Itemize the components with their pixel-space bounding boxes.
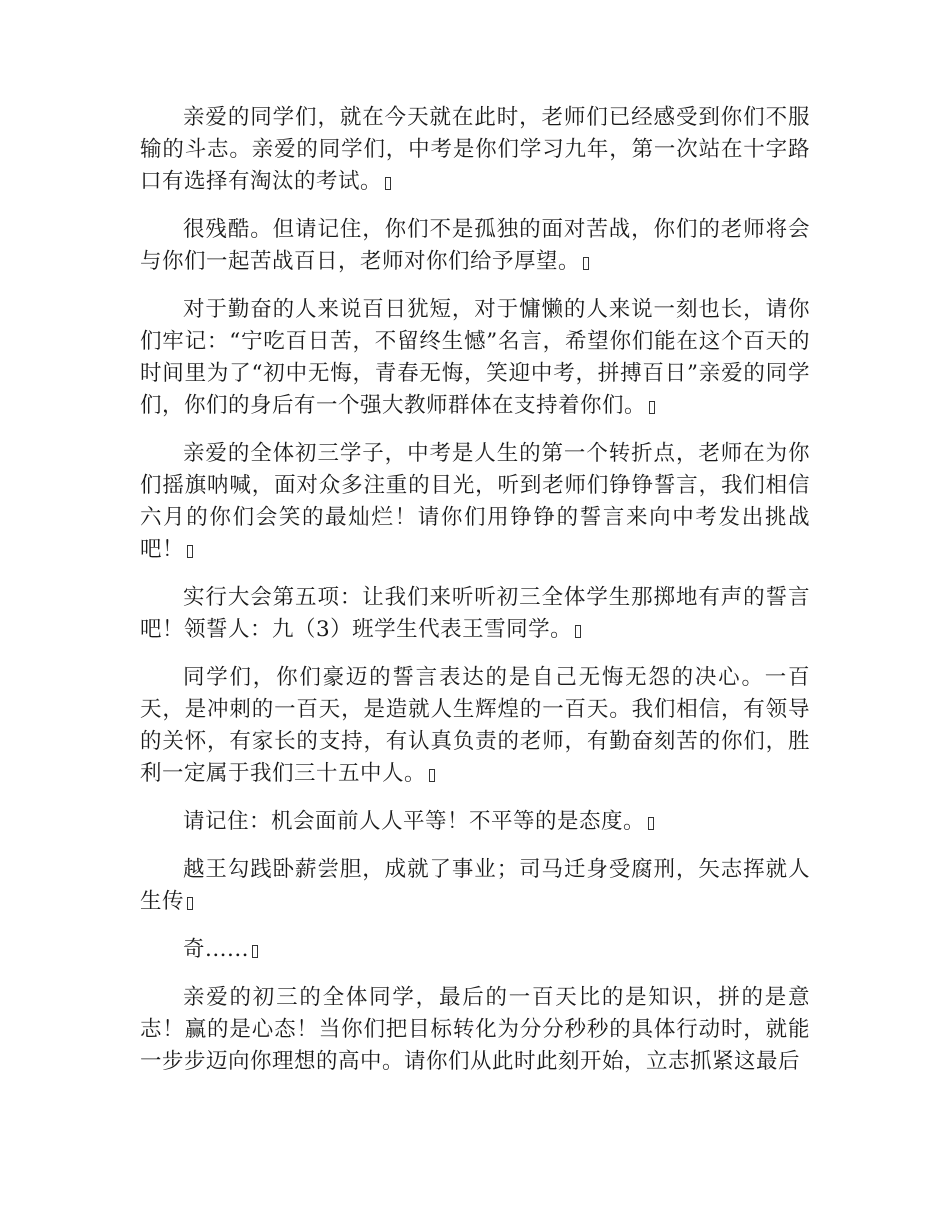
paragraph-text: 越王勾践卧薪尝胆，成就了事业；司马迁身受腐刑，矢志挥就人生传 xyxy=(140,857,810,914)
paragraph-mark-icon xyxy=(575,625,581,638)
paragraph-text: 请记住：机会面前人人平等！不平等的是态度。 xyxy=(183,809,646,834)
paragraph-9 xyxy=(140,934,810,966)
paragraph-5 xyxy=(140,582,810,646)
paragraph-mark-icon xyxy=(187,545,193,558)
paragraph-10 xyxy=(140,982,810,1078)
paragraph-6 xyxy=(140,662,810,790)
paragraph-text: 实行大会第五项：让我们来听听初三全体学生那掷地有声的誓言吧！领誓人：九（3）班学生代表王雪同学。 xyxy=(140,585,810,642)
paragraph-7 xyxy=(140,806,810,838)
paragraph-3 xyxy=(140,294,810,422)
paragraph-mark-icon xyxy=(649,401,655,414)
paragraph-text: 同学们，你们豪迈的誓言表达的是自己无悔无怨的决心。一百天，是冲刺的一百天，是造就人生辉煌的一百天。我们相信，有领导的关怀，有家长的支持，有认真负责的老师，有勤奋刻苦的你们，胜利一定属于我们三十五中人。 xyxy=(140,665,810,786)
paragraph-text: 亲爱的初三的全体同学，最后的一百天比的是知识，拼的是意志！赢的是心态！当你们把目标转化为分分秒秒的具体行动时，就能一步步迈向你理想的高中。请你们从此时此刻开始，立志抓紧这最后 xyxy=(140,985,810,1074)
paragraph-text: 很残酷。但请记住，你们不是孤独的面对苦战，你们的老师将会与你们一起苦战百日，老师对你们给予厚望。 xyxy=(140,217,810,274)
paragraph-mark-icon xyxy=(429,769,435,782)
paragraph-mark-icon xyxy=(187,897,193,910)
document-body xyxy=(140,102,810,1094)
paragraph-text: 奇...... xyxy=(183,937,250,962)
paragraph-text: 亲爱的全体初三学子，中考是人生的第一个转折点，老师在为你们摇旗呐喊，面对众多注重的目光，听到老师们铮铮誓言，我们相信六月的你们会笑的最灿烂！请你们用铮铮的誓言来向中考发出挑战吧！ xyxy=(140,441,810,562)
paragraph-text: 亲爱的同学们，就在今天就在此时，老师们已经感受到你们不服输的斗志。亲爱的同学们，中考是你们学习九年，第一次站在十字路口有选择有淘汰的考试。 xyxy=(140,105,810,194)
paragraph-4 xyxy=(140,438,810,566)
paragraph-mark-icon xyxy=(385,177,391,190)
paragraph-8 xyxy=(140,854,810,918)
paragraph-2 xyxy=(140,214,810,278)
paragraph-mark-icon xyxy=(583,257,589,270)
paragraph-mark-icon xyxy=(648,817,654,830)
paragraph-1 xyxy=(140,102,810,198)
paragraph-mark-icon xyxy=(252,945,258,958)
paragraph-text: 对于勤奋的人来说百日犹短，对于慵懒的人来说一刻也长，请你们牢记：“宁吃百日苦，不留终生憾”名言，希望你们能在这个百天的时间里为了“初中无悔，青春无悔，笑迎中考，拼搏百日”亲爱的同学们，你们的身后有一个强大教师群体在支持着你们。 xyxy=(140,297,810,418)
